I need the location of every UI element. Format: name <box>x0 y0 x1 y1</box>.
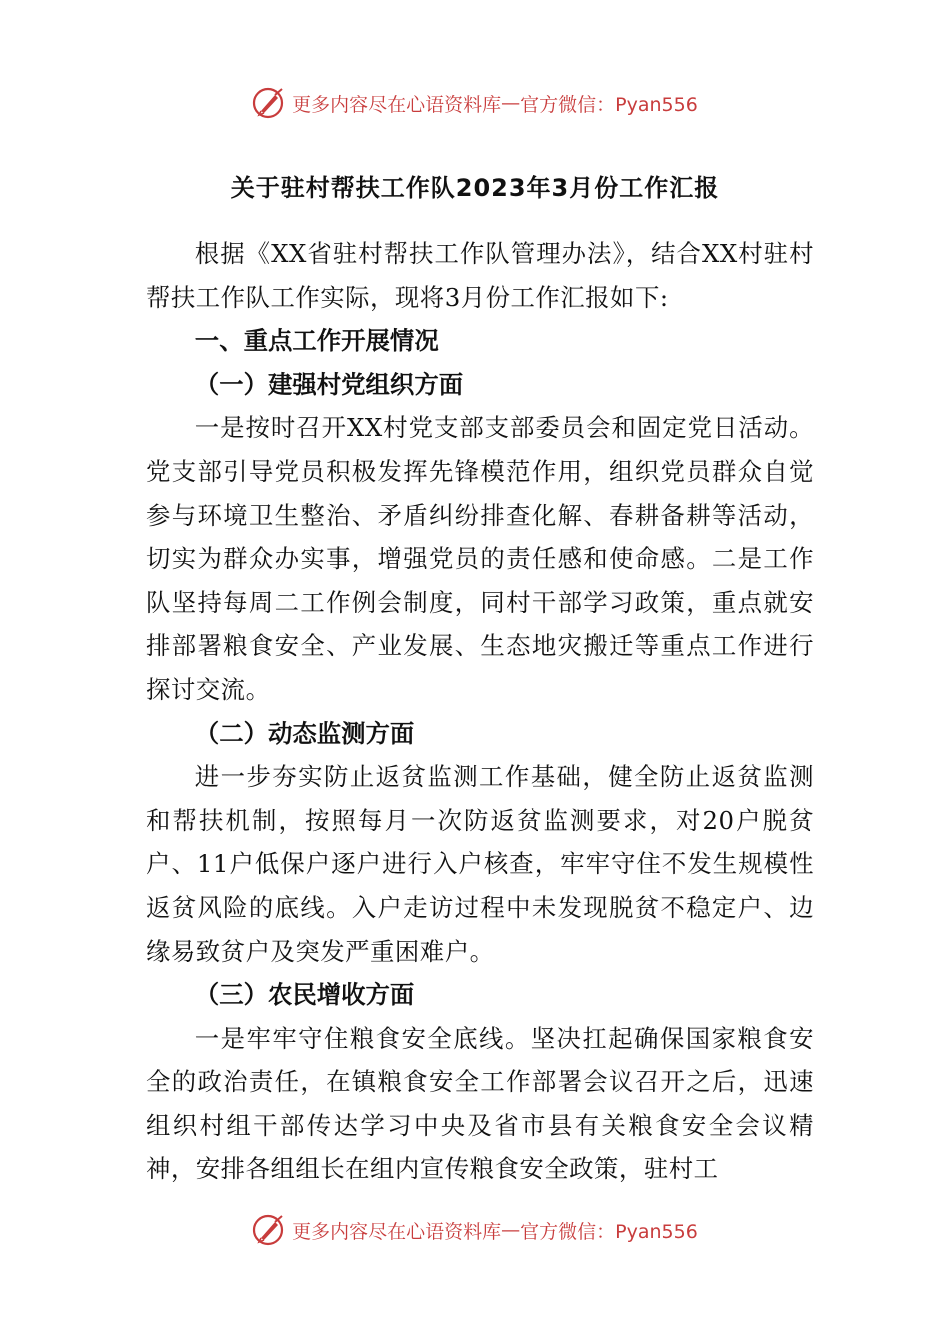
watermark-brand: 更多内容尽在心语资料库 <box>292 93 502 116</box>
section-heading-1: 一、重点工作开展情况 <box>194 326 439 356</box>
watermark-dash: — <box>501 92 521 114</box>
paragraph-farmer-income: 一是牢牢守住粮食安全底线。坚决扛起确保国家粮食安全的政治责任，在镇粮食安全工作部署会议召开之后，迅速组织村组干部传达学习中央及省市县有关粮食安全会议精神，安排各组组长在组内宣传粮食安全政策，驻村工 <box>146 1023 814 1184</box>
quill-logo-icon <box>252 86 286 120</box>
subsection-heading-3: （三）农民增收方面 <box>194 980 415 1010</box>
document-title: 关于驻村帮扶工作队2023年3月份工作汇报 <box>230 174 720 202</box>
intro-paragraph: 根据《XX省驻村帮扶工作队管理办法》，结合XX村驻村帮扶工作队工作实际，现将3月份工作汇报如下: <box>146 239 814 312</box>
watermark-contact: 官方微信：Pyan556 <box>520 1220 698 1243</box>
paragraph-party-organization: 一是按时召开XX村党支部支部委员会和固定党日活动。党支部引导党员积极发挥先锋模范作用，组织党员群众自觉参与环境卫生整治、矛盾纠纷排查化解、春耕备耕等活动，切实为群众办实事，增强党员的责任感和使命感。二是工作队坚持每周二工作例会制度，同村干部学习政策，重点就安排部署粮食安全、产业发展、生态地灾搬迁等重点工作进行探讨交流。 <box>146 413 814 704</box>
watermark-dash: — <box>501 1219 521 1241</box>
watermark-banner-top <box>0 83 950 123</box>
watermark-contact: 官方微信：Pyan556 <box>520 93 698 116</box>
document-body <box>146 232 814 1191</box>
subsection-heading-2: （二）动态监测方面 <box>194 718 415 748</box>
watermark-banner-bottom <box>0 1210 950 1250</box>
quill-logo-icon <box>252 1213 286 1247</box>
subsection-heading-1: （一）建强村党组织方面 <box>194 369 464 399</box>
paragraph-dynamic-monitoring: 进一步夯实防止返贫监测工作基础，健全防止返贫监测和帮扶机制，按照每月一次防返贫监测要求，对20户脱贫户、11户低保户逐户进行入户核查，牢牢守住不发生规模性返贫风险的底线。入户走访过程中未发现脱贫不稳定户、边缘易致贫户及突发严重困难户。 <box>146 762 814 966</box>
watermark-brand: 更多内容尽在心语资料库 <box>292 1220 502 1243</box>
